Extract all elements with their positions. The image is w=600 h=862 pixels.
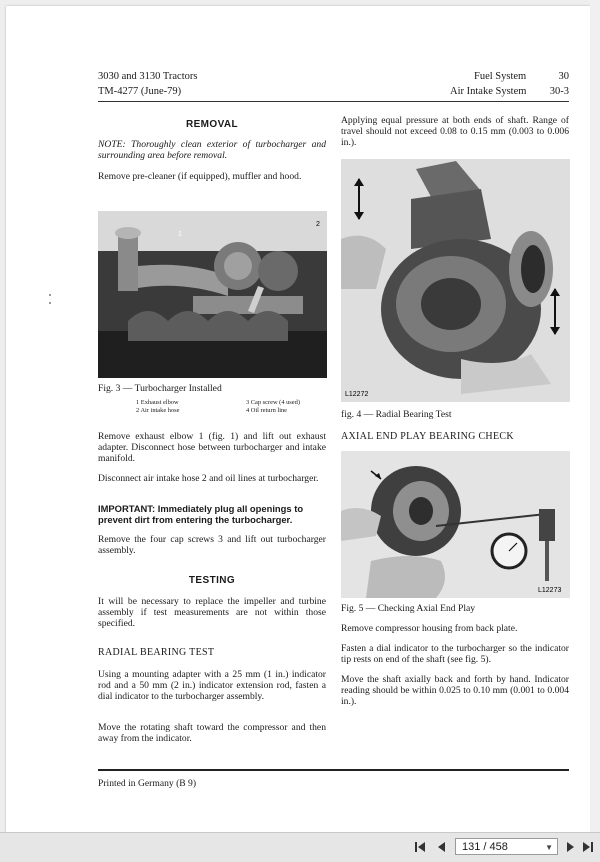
removal-heading: REMOVAL [185, 119, 239, 130]
fig3-legend-item: 1 Exhaust elbow [136, 399, 179, 406]
header-tm-number: TM-4277 (June-79) [98, 86, 182, 97]
header-subsection: Air Intake System [450, 86, 527, 97]
applying-pressure-text: Applying equal pressure at both ends of shaft. Range of travel should not exceed 0.08 to 0.15 mm (0.003 to 0.006 in.). [341, 115, 569, 149]
footer-rule [98, 769, 569, 771]
last-page-icon[interactable] [581, 840, 595, 854]
first-page-icon[interactable] [413, 840, 427, 854]
header-right [436, 70, 569, 98]
fasten-indicator-text: Fasten a dial indicator to the turbocharger so the indicator tip rests on end of the shaft (see fig. 5). [341, 643, 569, 666]
fig3-legend-item: 4 Oil return line [246, 407, 287, 414]
fig4-caption: fig. 4 — Radial Bearing Test [341, 409, 452, 420]
previous-page-icon[interactable] [435, 840, 449, 854]
chevron-down-icon: ▼ [545, 843, 553, 852]
fig4-radial-bearing-photo [341, 159, 570, 402]
fig5-caption: Fig. 5 — Checking Axial End Play [341, 603, 476, 614]
fig3-legend-right [246, 399, 336, 415]
remove-compressor-text: Remove compressor housing from back plate. [341, 623, 518, 634]
header-title: 3030 and 3130 Tractors [98, 71, 198, 82]
page-indicator: 131 / 458 [462, 841, 508, 853]
testing-text: It will be necessary to replace the impeller and turbine assembly if test measurements are not within those specified. [98, 596, 326, 630]
header-page-number: 30-3 [549, 86, 569, 97]
note-text: NOTE: Thoroughly clean exterior of turbocharger and surrounding area before removal. [98, 139, 326, 162]
mounting-adapter-text: Using a mounting adapter with a 25 mm (1 in.) indicator rod and a 50 mm (2 in.) indicator extension rod, fasten a dial indicator to the turbocharger assembly. [98, 669, 326, 703]
next-page-icon[interactable] [563, 840, 577, 854]
testing-heading: TESTING [188, 575, 236, 586]
page-number-select[interactable] [455, 838, 558, 855]
document-page [6, 6, 592, 832]
fig3-legend-left [136, 399, 246, 415]
cap-screws-text: Remove the four cap screws 3 and lift out turbocharger assembly. [98, 534, 326, 557]
fig3-legend-item: 2 Air intake hose [136, 407, 180, 414]
axial-end-play-heading: AXIAL END PLAY BEARING CHECK [341, 431, 514, 442]
disconnect-hose-text: Disconnect air intake hose 2 and oil lines at turbocharger. [98, 473, 319, 484]
header-rule [98, 101, 569, 102]
vertical-scrollbar[interactable] [590, 0, 600, 832]
fig3-caption: Fig. 3 — Turbocharger Installed [98, 383, 222, 394]
fig3-callout-2: 2 [316, 221, 320, 228]
margin-mark [49, 294, 51, 296]
printed-in-germany: Printed in Germany (B 9) [98, 778, 197, 789]
fig5-axial-end-play-photo [341, 451, 570, 598]
header-section: Fuel System [474, 71, 527, 82]
move-shaft-text: Move the rotating shaft toward the compressor and then away from the indicator. [98, 722, 326, 745]
margin-mark [49, 302, 51, 304]
important-warning: IMPORTANT: Immediately plug all openings to prevent dirt from entering the turbocharger. [98, 503, 304, 526]
fig3-callout-1: 1 [178, 231, 182, 238]
viewer-toolbar [0, 832, 600, 862]
exhaust-elbow-text: Remove exhaust elbow 1 (fig. 1) and lift out exhaust adapter. Disconnect hose between turbocharger and intake manifold. [98, 431, 326, 465]
move-axially-text: Move the shaft axially back and forth by hand. Indicator reading should be within 0.025 to 0.10 mm (0.001 to 0.004 in.). [341, 674, 569, 708]
header-left [98, 70, 197, 98]
remove-precleaner-text: Remove pre-cleaner (if equipped), muffler and hood. [98, 171, 302, 182]
fig5-code: L12273 [538, 587, 562, 594]
radial-bearing-heading: RADIAL BEARING TEST [98, 647, 215, 658]
header-section-number: 30 [558, 71, 569, 82]
fig3-legend-item: 3 Cap screw (4 used) [246, 399, 300, 406]
fig4-code: L12272 [345, 391, 369, 398]
fig3-turbocharger-photo [98, 211, 327, 378]
